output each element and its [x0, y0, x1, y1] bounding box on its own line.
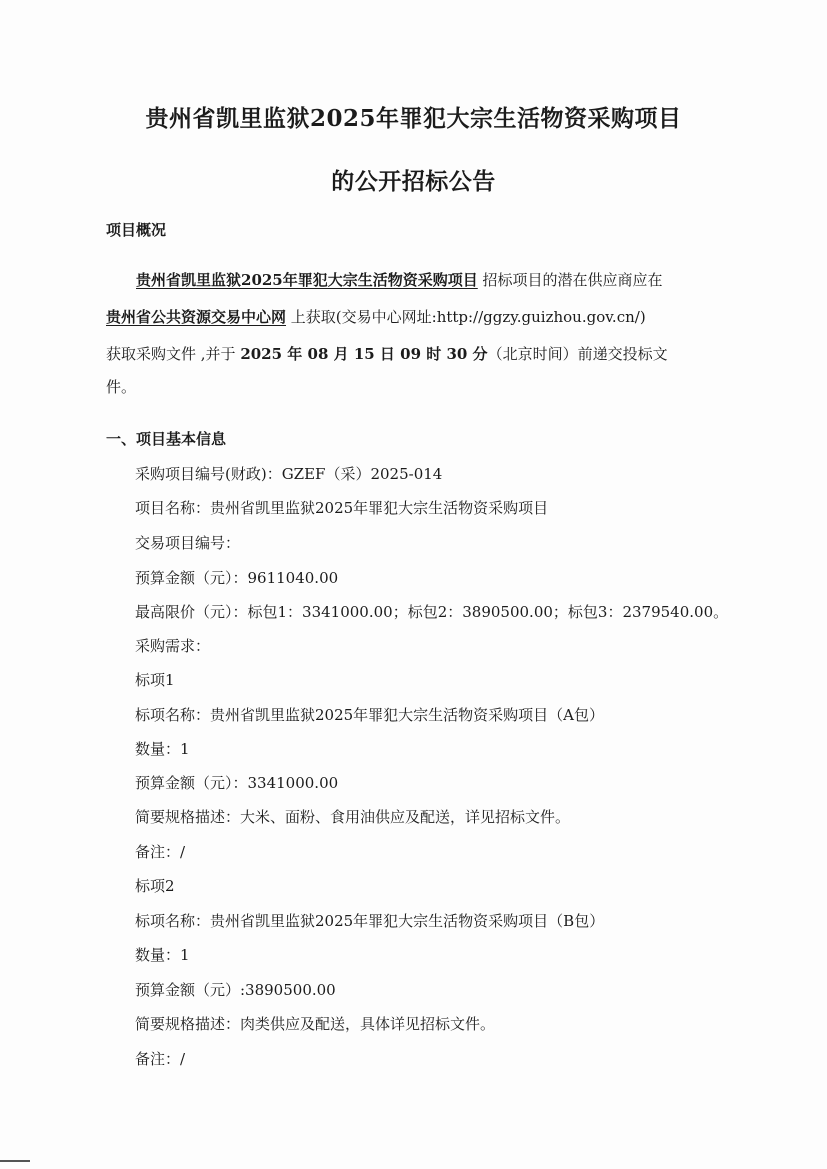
- overview-paragraph-line-4: 件。: [106, 378, 137, 396]
- project-name-underlined: 贵州省凯里监狱2025年罪犯大宗生活物资采购项目: [136, 271, 478, 289]
- info-line: 交易项目编号：: [135, 534, 241, 552]
- info-line: 数量：1: [135, 740, 190, 758]
- platform-name-underlined: 贵州省公共资源交易中心网: [106, 308, 287, 326]
- info-line: 简要规格描述：肉类供应及配送，具体详见招标文件。: [135, 1015, 496, 1033]
- info-line: 预算金额（元）：9611040.00: [135, 569, 339, 587]
- title-line-1: 贵州省凯里监狱2025年罪犯大宗生活物资采购项目: [145, 105, 682, 132]
- overview-paragraph-line-1: [136, 269, 746, 290]
- overview-text-1: 招标项目的潜在供应商应在: [477, 271, 663, 289]
- overview-text-2: 上获取(交易中心网址:http://ggzy.guizhou.gov.cn/): [286, 308, 646, 326]
- info-line: 简要规格描述：大米、面粉、食用油供应及配送，详见招标文件。: [135, 808, 571, 826]
- info-line: 数量：1: [135, 946, 190, 964]
- info-line: 预算金额（元）：3341000.00: [135, 774, 339, 792]
- overview-heading: 项目概况: [106, 221, 167, 239]
- overview-text-3: 获取采购文件 ,并于: [106, 345, 241, 363]
- overview-paragraph-line-2: [106, 306, 716, 327]
- section-1-heading: 一、项目基本信息: [106, 430, 227, 448]
- info-line: 项目名称：贵州省凯里监狱2025年罪犯大宗生活物资采购项目: [135, 499, 549, 517]
- info-line: 标项2: [135, 877, 175, 895]
- overview-text-4: （北京时间）前递交投标文: [487, 345, 668, 363]
- info-line: 标项1: [135, 671, 175, 689]
- info-line: 采购需求：: [135, 637, 211, 655]
- info-line: 标项名称：贵州省凯里监狱2025年罪犯大宗生活物资采购项目（A包）: [135, 706, 605, 724]
- scan-edge-mark: [0, 1160, 30, 1162]
- info-line: 备注：/: [135, 1050, 186, 1068]
- overview-paragraph-line-3: [106, 343, 716, 364]
- info-line: 采购项目编号(财政)：GZEF（采）2025-014: [135, 465, 443, 483]
- info-line: 最高限价（元）：标包1：3341000.00；标包2：3890500.00；标包3：2379540.00。: [135, 603, 729, 621]
- info-line: 备注：/: [135, 843, 186, 861]
- bid-deadline: 2025 年 08 月 15 日 09 时 30 分: [240, 345, 488, 363]
- info-line: 预算金额（元）:3890500.00: [135, 981, 336, 999]
- info-line: 标项名称：贵州省凯里监狱2025年罪犯大宗生活物资采购项目（B包）: [135, 912, 605, 930]
- title-line-2: 的公开招标公告: [331, 168, 496, 195]
